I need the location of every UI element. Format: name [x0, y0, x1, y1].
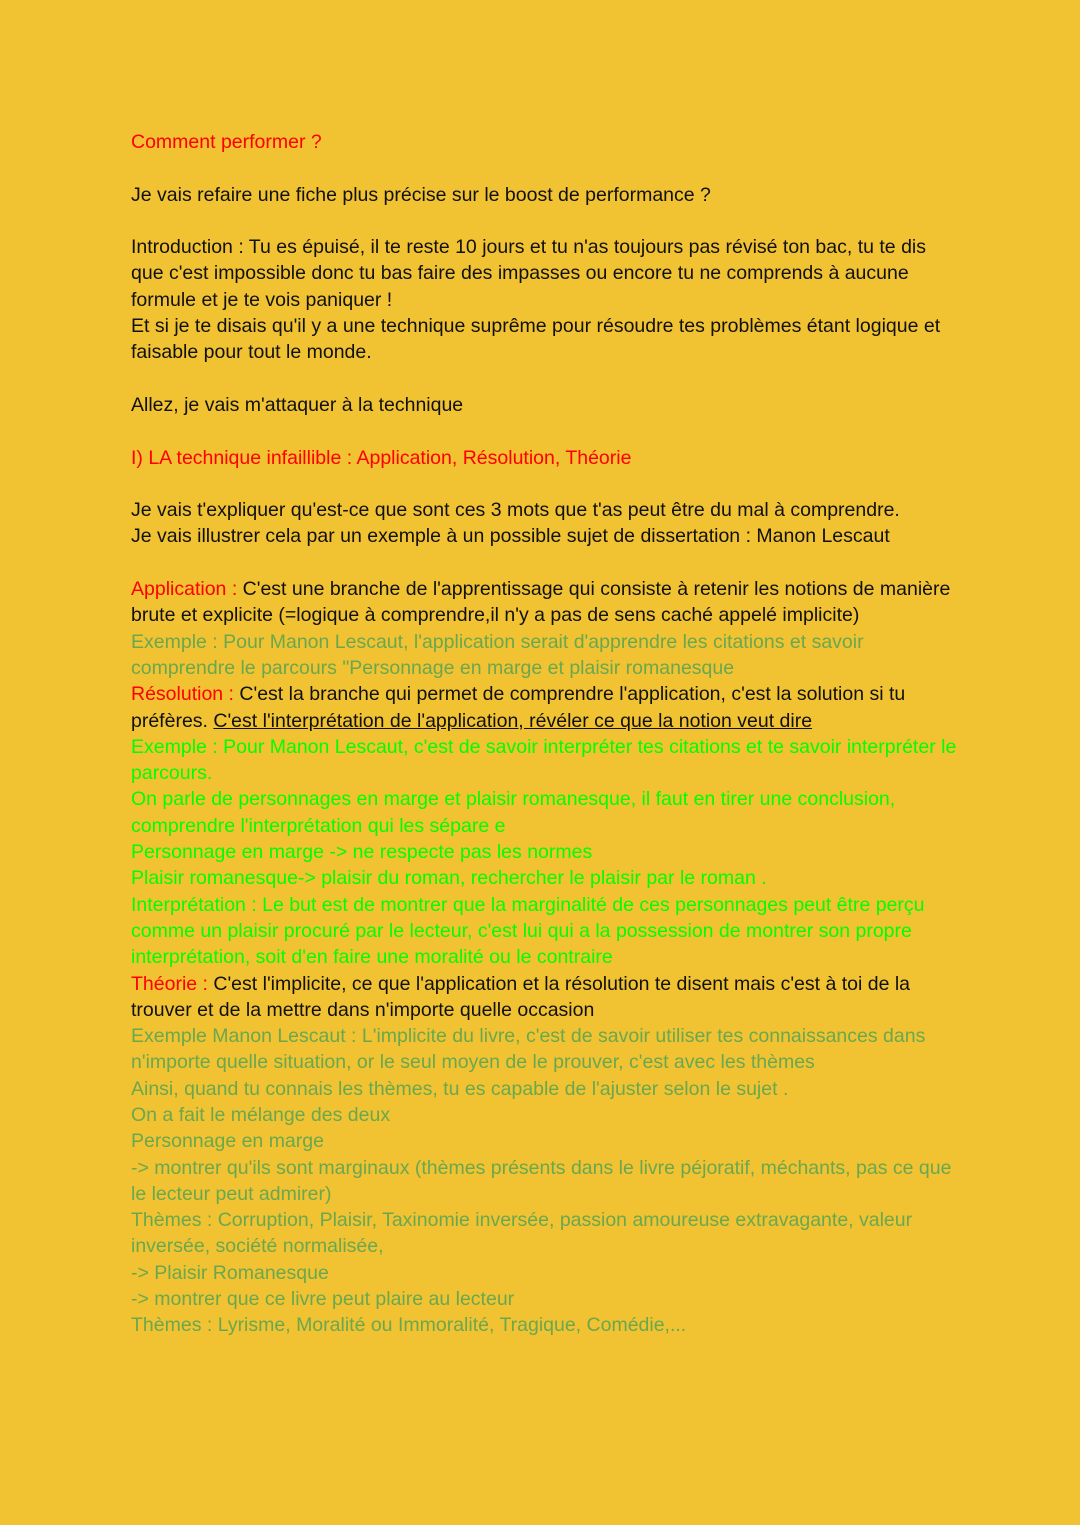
theorie-example: Exemple Manon Lescaut : L'implicite du livre, c'est de savoir utiliser tes connaissances dans n'importe quelle situation, or le seul moyen de le prouver, c'est avec les thèmes [131, 1025, 926, 1074]
spacer [131, 550, 961, 576]
theorie-line: Thèmes : Corruption, Plaisir, Taxinomie inversée, passion amoureuse extravagante, valeur inversée, société normalisée, [131, 1209, 913, 1258]
theorie-label: Théorie : [131, 972, 208, 995]
spacer [131, 208, 961, 234]
explain-line-2: Je vais illustrer cela par un exemple à un possible sujet de dissertation : Manon Lescaut [131, 525, 890, 548]
theorie-definition [131, 971, 961, 1024]
spacer [131, 366, 961, 392]
resolution-interpretation: Interprétation : Le but est de montrer que la marginalité de ces personnages peut être perçu comme un plaisir procuré par le lecteur, c'est lui qui a la possession de montrer son propre interprétation, soit d'en faire une moralité ou le contraire [131, 893, 925, 969]
intro-paragraph-2: Et si je te disais qu'il y a une technique suprême pour résoudre tes problèmes étant logique et faisable pour tout le monde. [131, 315, 941, 364]
theorie-line: -> montrer que ce livre peut plaire au lecteur [131, 1288, 515, 1311]
theorie-line: Ainsi, quand tu connais les thèmes, tu es capable de l'ajuster selon le sujet . [131, 1077, 789, 1100]
resolution-text: C'est la branche qui permet de comprendre l'application, c'est la solution si tu préfères. [131, 683, 906, 732]
application-label: Application : [131, 578, 238, 601]
resolution-note-marge: Personnage en marge -> ne respecte pas les normes [131, 841, 593, 864]
theorie-line: Thèmes : Lyrisme, Moralité ou Immoralité, Tragique, Comédie,... [131, 1314, 687, 1337]
application-example: Exemple : Pour Manon Lescaut, l'application serait d'apprendre les citations et savoir comprendre le parcours "Personnage en marge et plaisir romanesque [131, 630, 864, 679]
explain-line: Je vais t'expliquer qu'est-ce que sont ces 3 mots que t'as peut être du mal à comprendre. [131, 499, 900, 522]
intro-note: Je vais refaire une fiche plus précise sur le boost de performance ? [131, 183, 711, 206]
resolution-example: Exemple : Pour Manon Lescaut, c'est de savoir interpréter tes citations et te savoir interpréter le parcours. [131, 735, 957, 785]
transition-text: Allez, je vais m'attaquer à la technique [131, 393, 464, 416]
theorie-line: -> Plaisir Romanesque [131, 1261, 329, 1284]
intro-paragraph: Introduction : Tu es épuisé, il te reste 10 jours et tu n'as toujours pas révisé ton bac, tu te dis que c'est impossible donc tu bas faire des impasses ou encore tu ne comprends à aucune formule et je te vois paniquer ! [131, 236, 926, 311]
section-heading: I) LA technique infaillible : Application, Résolution, Théorie [131, 446, 632, 469]
resolution-definition [131, 681, 961, 734]
spacer [131, 471, 961, 497]
page-title: Comment performer ? [131, 131, 322, 153]
resolution-note-plaisir: Plaisir romanesque-> plaisir du roman, rechercher le plaisir par le roman . [131, 867, 767, 890]
theorie-text: C'est l'implicite, ce que l'application et la résolution te disent mais c'est à toi de la trouver et de la mettre dans n'importe quelle occasion [131, 972, 911, 1021]
resolution-label: Résolution : [131, 683, 234, 706]
document-body [131, 129, 961, 1339]
theorie-line: On a fait le mélange des deux [131, 1103, 391, 1126]
theorie-line: Personnage en marge [131, 1130, 324, 1153]
spacer [131, 418, 961, 444]
theorie-line: -> montrer qu'ils sont marginaux (thèmes présents dans le livre péjoratif, méchants, pas ce que le lecteur peut admirer) [131, 1156, 952, 1205]
spacer [131, 155, 961, 181]
resolution-note: On parle de personnages en marge et plaisir romanesque, il faut en tirer une conclusion, comprendre l'interprétation qui les sépare e [131, 788, 896, 837]
application-text: C'est une branche de l'apprentissage qui consiste à retenir les notions de manière brute et explicite (=logique à comprendre,il n'y a pas de sens caché appelé implicite) [131, 578, 951, 627]
application-definition [131, 576, 961, 629]
resolution-underlined-text: C'est l'interprétation de l'application, révéler ce que la notion veut dire [213, 709, 813, 732]
